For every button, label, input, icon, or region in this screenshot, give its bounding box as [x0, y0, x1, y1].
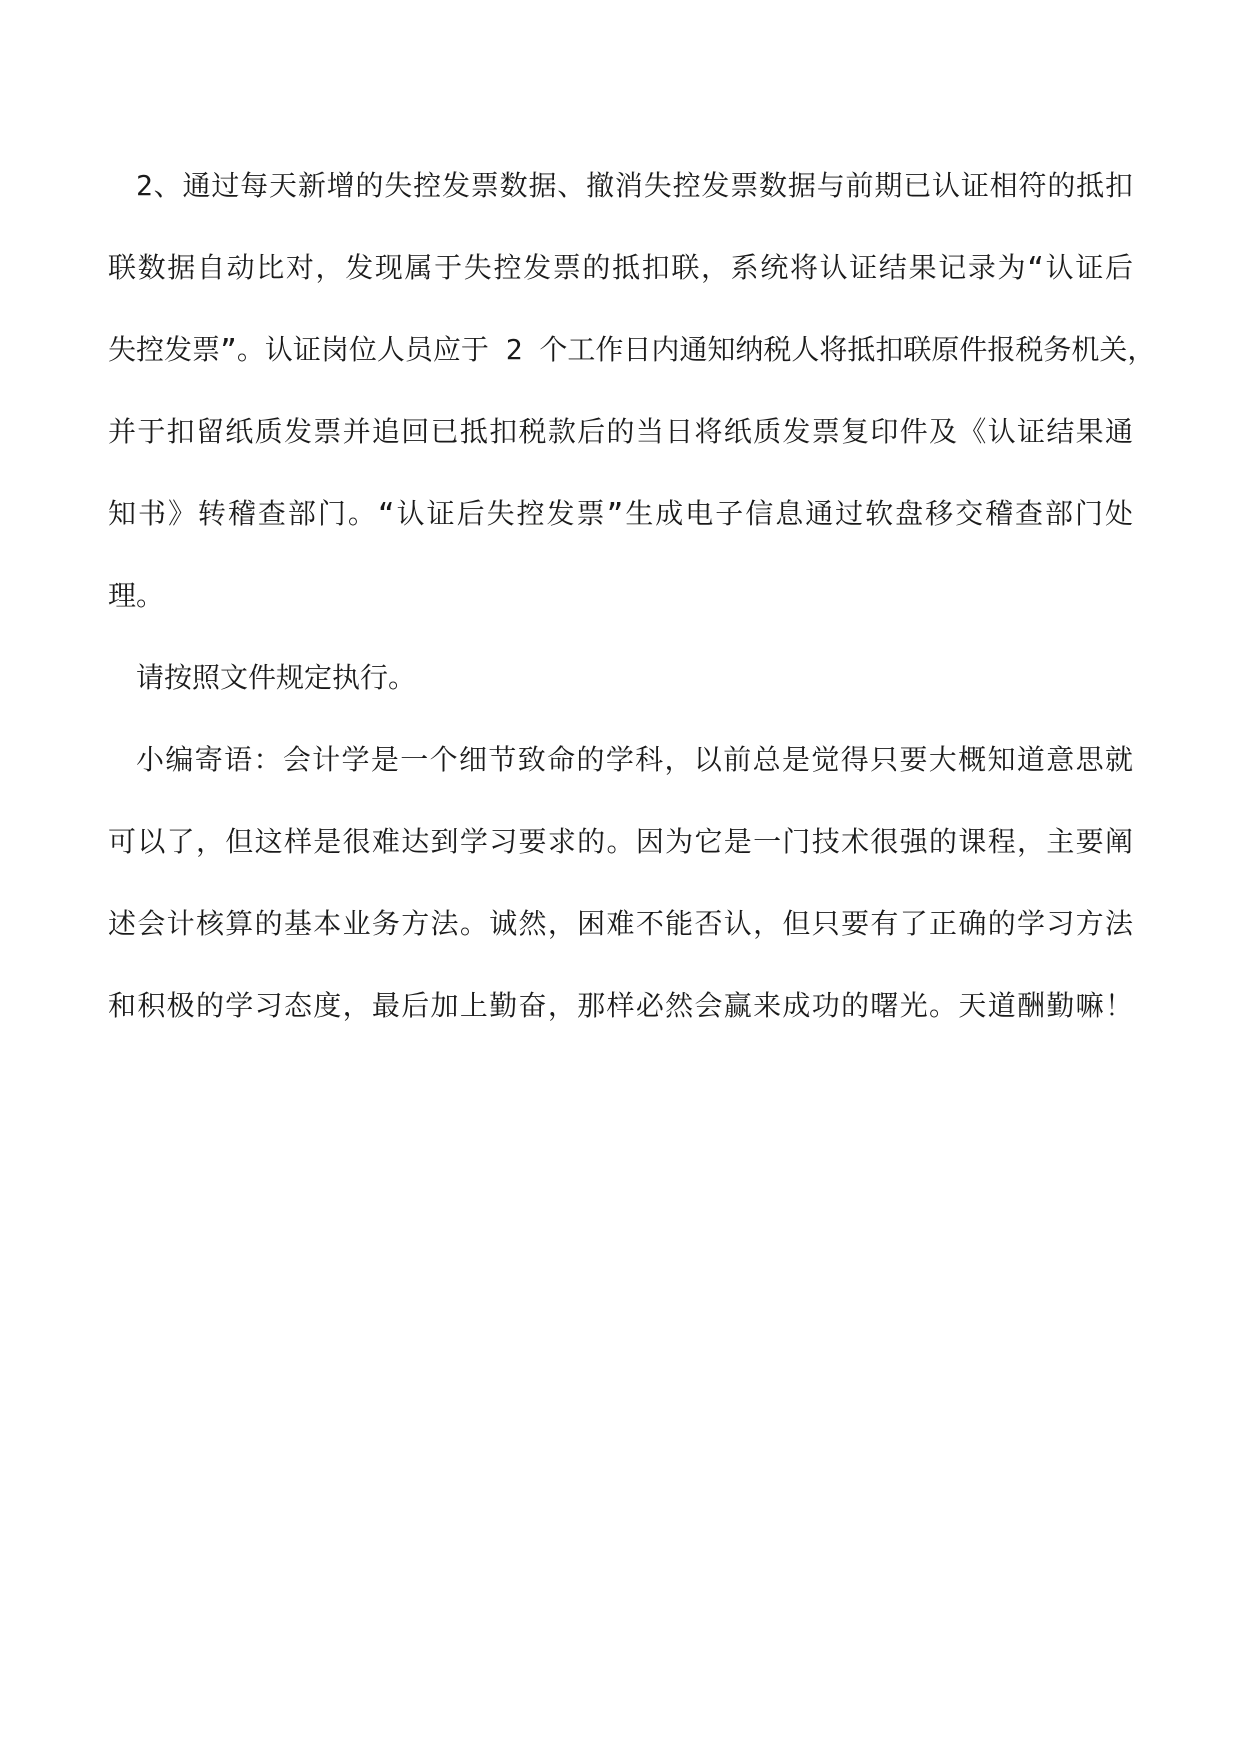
- paragraph-instruction: [108, 652, 1133, 734]
- paragraph-line: 小编寄语：会计学是一个细节致命的学科，以前总是觉得只要大概知道意思就: [136, 743, 1133, 776]
- document-body: [108, 160, 1156, 1062]
- paragraph-invoice-verification: [108, 160, 1156, 652]
- paragraph-line: 2、通过每天新增的失控发票数据、撤消失控发票数据与前期已认证相符的抵扣: [136, 169, 1133, 202]
- paragraph-line: 知书》转稽查部门。“认证后失控发票”生成电子信息通过软盘移交稽查部门处: [108, 497, 1133, 530]
- paragraph-line: 理。: [108, 579, 165, 612]
- paragraph-line: 请按照文件规定执行。: [136, 661, 417, 694]
- paragraph-line: 失控发票”。认证岗位人员应于 2 个工作日内通知纳税人将抵扣联原件报税务机关，: [108, 333, 1156, 366]
- paragraph-editor-note: [108, 734, 1133, 1062]
- paragraph-line: 可以了，但这样是很难达到学习要求的。因为它是一门技术很强的课程，主要阐: [108, 825, 1133, 858]
- paragraph-line: 和积极的学习态度，最后加上勤奋，那样必然会赢来成功的曙光。天道酬勤嘛！: [108, 989, 1133, 1022]
- paragraph-line: 联数据自动比对，发现属于失控发票的抵扣联，系统将认证结果记录为“认证后: [108, 251, 1133, 284]
- paragraph-line: 述会计核算的基本业务方法。诚然，困难不能否认，但只要有了正确的学习方法: [108, 907, 1133, 940]
- paragraph-line: 并于扣留纸质发票并追回已抵扣税款后的当日将纸质发票复印件及《认证结果通: [108, 415, 1133, 448]
